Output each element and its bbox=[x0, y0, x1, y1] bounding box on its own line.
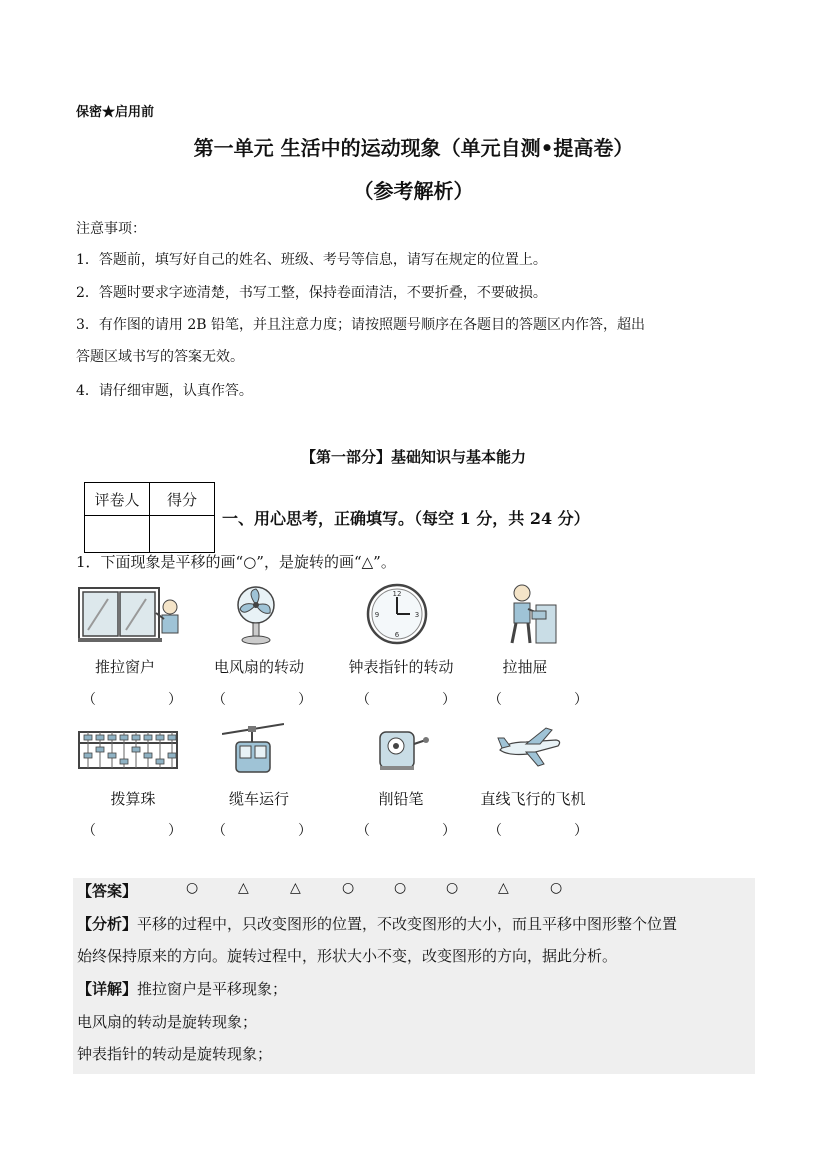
item-label-abacus: 拨算珠 bbox=[110, 790, 156, 808]
detail-line-1 bbox=[77, 978, 287, 999]
svg-text:3: 3 bbox=[414, 611, 420, 619]
analysis-text-1: 平移的过程中，只改变图形的位置，不改变图形的大小，而且平移中图形整个位置 bbox=[137, 915, 678, 933]
confidential-label: 保密★启用前 bbox=[76, 105, 155, 120]
detail-text-1: 推拉窗户是平移现象； bbox=[137, 980, 288, 998]
page-title: 第一单元 生活中的运动现象（单元自测•提高卷） bbox=[193, 136, 634, 160]
answer-blank-window[interactable]: （ ） bbox=[82, 692, 182, 708]
answer-label: 【答案】 bbox=[77, 882, 138, 900]
analysis-line-2: 始终保持原来的方向。旋转过程中，形状大小不变，改变图形的方向，据此分析。 bbox=[77, 947, 618, 965]
score-table bbox=[84, 482, 215, 553]
cable-car-icon bbox=[222, 720, 284, 776]
answer-blank-sharpener[interactable]: （ ） bbox=[356, 823, 456, 839]
answer-blank-airplane[interactable]: （ ） bbox=[488, 823, 588, 839]
item-label-fan: 电风扇的转动 bbox=[213, 658, 304, 676]
answer-mark-5: ○ bbox=[394, 880, 407, 896]
score-table-reviewer-header: 评卷人 bbox=[85, 483, 150, 516]
answer-mark-7: △ bbox=[498, 880, 509, 896]
item-label-sharpener: 削铅笔 bbox=[378, 790, 424, 808]
answer-blank-cable-car[interactable]: （ ） bbox=[212, 823, 312, 839]
notice-item-2: 2．答题时要求字迹清楚，书写工整，保持卷面清洁，不要折叠，不要破损。 bbox=[76, 285, 547, 301]
analysis-line-1 bbox=[77, 913, 677, 934]
detail-line-2: 电风扇的转动是旋转现象； bbox=[77, 1013, 258, 1031]
score-table-score-cell[interactable] bbox=[150, 516, 215, 553]
svg-text:9: 9 bbox=[374, 611, 380, 619]
detail-line-3: 钟表指针的转动是旋转现象； bbox=[77, 1045, 273, 1063]
notice-item-4: 4．请仔细审题，认真作答。 bbox=[76, 383, 253, 399]
answer-marks bbox=[186, 880, 602, 896]
section-title: 一、用心思考，正确填写。（每空 1 分，共 24 分） bbox=[222, 509, 590, 528]
drawer-icon bbox=[500, 583, 558, 645]
notice-item-1: 1．答题前，填写好自己的姓名、班级、考号等信息，请写在规定的位置上。 bbox=[76, 252, 547, 268]
answer-blank-abacus[interactable]: （ ） bbox=[82, 823, 182, 839]
question-1-text: 1．下面现象是平移的画“○”，是旋转的画“△”。 bbox=[76, 553, 396, 571]
analysis-label: 【分析】 bbox=[77, 915, 138, 933]
svg-text:12: 12 bbox=[392, 590, 402, 598]
airplane-icon bbox=[496, 726, 564, 768]
item-label-clock: 钟表指针的转动 bbox=[348, 658, 454, 676]
notice-item-3-cont: 答题区域书写的答案无效。 bbox=[76, 349, 244, 365]
answer-mark-2: △ bbox=[238, 880, 249, 896]
answer-mark-8: ○ bbox=[550, 880, 563, 896]
answer-blank-clock[interactable]: （ ） bbox=[356, 692, 456, 708]
score-table-score-header: 得分 bbox=[150, 483, 215, 516]
fan-icon bbox=[232, 585, 280, 645]
abacus-icon bbox=[78, 731, 178, 769]
page-subtitle: （参考解析） bbox=[353, 179, 474, 203]
notice-heading: 注意事项： bbox=[76, 221, 146, 237]
svg-text:6: 6 bbox=[394, 631, 400, 639]
answer-mark-1: ○ bbox=[186, 880, 199, 896]
score-table-reviewer-cell[interactable] bbox=[85, 516, 150, 553]
answer-blank-drawer[interactable]: （ ） bbox=[488, 692, 588, 708]
item-label-window: 推拉窗户 bbox=[94, 658, 155, 676]
notice-item-3: 3．有作图的请用 2B 铅笔，并且注意力度；请按照题号顺序在各题目的答题区内作答，超出 bbox=[76, 317, 646, 333]
answer-mark-6: ○ bbox=[446, 880, 459, 896]
answer-mark-3: △ bbox=[290, 880, 301, 896]
answer-mark-4: ○ bbox=[342, 880, 355, 896]
window-icon bbox=[78, 585, 182, 643]
pencil-sharpener-icon bbox=[374, 722, 430, 772]
detail-label: 【详解】 bbox=[77, 980, 138, 998]
item-label-airplane: 直线飞行的飞机 bbox=[480, 790, 586, 808]
item-label-drawer: 拉抽屉 bbox=[502, 658, 548, 676]
part-title: 【第一部分】基础知识与基本能力 bbox=[300, 448, 526, 466]
answer-blank-fan[interactable]: （ ） bbox=[212, 692, 312, 708]
item-label-cable-car: 缆车运行 bbox=[228, 790, 289, 808]
clock-icon bbox=[366, 583, 428, 645]
